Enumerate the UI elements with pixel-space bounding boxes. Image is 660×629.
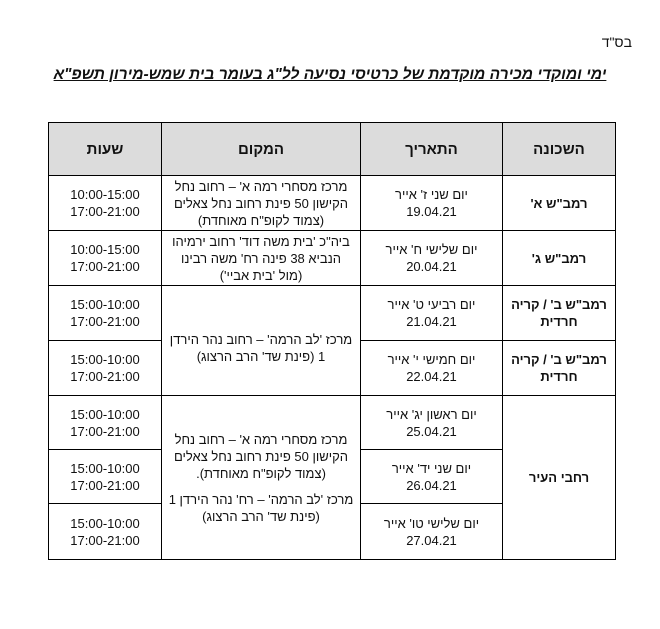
neighborhood-cell: רמב"ש ג' bbox=[503, 231, 616, 286]
date-text: 25.04.21 bbox=[406, 423, 457, 439]
location-line: הקישון 50 פינת רחוב נחל צאלים bbox=[174, 195, 348, 211]
column-header-location: המקום bbox=[162, 123, 361, 176]
date-cell bbox=[361, 450, 503, 504]
date-cell bbox=[361, 286, 503, 341]
day-text: יום שני ז' אייר bbox=[395, 187, 468, 202]
hours-text: 17:00-21:00 bbox=[70, 204, 140, 219]
location-line: הקישון 50 פינת רחוב נחל צאלים bbox=[174, 448, 348, 464]
location-cell bbox=[162, 231, 361, 286]
hours-text: 17:00-21:00 bbox=[70, 423, 140, 439]
day-text: יום חמישי י' אייר bbox=[387, 352, 476, 367]
location-line: מרכז 'לב הרמה' – רחוב נהר הירדן bbox=[169, 331, 353, 347]
location-line: (צמוד לקופ"ח מאוחדת). bbox=[196, 465, 326, 481]
location-line: הנביא 38 פינה רח' משה רבינו bbox=[180, 250, 342, 266]
hours-text: 15:00-10:00 bbox=[70, 515, 140, 531]
hours-cell bbox=[49, 504, 162, 560]
location-line: (פינת שד' הרב הרצוג) bbox=[202, 508, 320, 524]
location-cell bbox=[162, 176, 361, 231]
hours-cell bbox=[49, 176, 162, 231]
hours-cell bbox=[49, 396, 162, 450]
hours-text: 15:00-10:00 bbox=[70, 352, 140, 367]
date-text: 22.04.21 bbox=[406, 369, 457, 384]
column-header-date: התאריך bbox=[361, 123, 503, 176]
day-text: יום ראשון יג' אייר bbox=[386, 406, 477, 422]
location-line: 1 (פינת שד' הרב הרצוג) bbox=[196, 348, 326, 364]
hours-cell bbox=[49, 450, 162, 504]
hours-text: 17:00-21:00 bbox=[70, 532, 140, 548]
hours-text: 15:00-10:00 bbox=[70, 460, 140, 476]
hours-cell bbox=[49, 341, 162, 396]
hours-text: 17:00-21:00 bbox=[70, 477, 140, 493]
neighborhood-cell: רמב"ש ב' / קריה חרדית bbox=[503, 286, 616, 341]
column-header-neighborhood: השכונה bbox=[503, 123, 616, 176]
date-text: 26.04.21 bbox=[406, 477, 457, 493]
location-line: (צמוד לקופ"ח מאוחדת) bbox=[197, 212, 325, 228]
day-text: יום שלישי ח' אייר bbox=[385, 242, 478, 257]
hours-cell bbox=[49, 231, 162, 286]
date-cell bbox=[361, 176, 503, 231]
location-line: ביה"כ 'בית משה דוד' רחוב ירמיהו bbox=[172, 233, 350, 249]
neighborhood-cell: רמב"ש א' bbox=[503, 176, 616, 231]
column-header-hours: שעות bbox=[49, 123, 162, 176]
date-cell bbox=[361, 396, 503, 450]
date-text: 21.04.21 bbox=[406, 314, 457, 329]
day-text: יום שני יד' אייר bbox=[391, 460, 472, 476]
location-line: (מול 'בית אביי') bbox=[219, 267, 303, 283]
hours-text: 10:00-15:00 bbox=[70, 187, 140, 202]
bsd-header: בס"ד bbox=[601, 34, 632, 50]
hours-text: 17:00-21:00 bbox=[70, 259, 140, 274]
date-cell bbox=[361, 341, 503, 396]
hours-text: 15:00-10:00 bbox=[70, 297, 140, 312]
location-line: מרכז מסחרי רמה א' – רחוב נחל bbox=[174, 178, 348, 194]
table-header-row bbox=[49, 123, 616, 176]
date-text: 27.04.21 bbox=[406, 532, 457, 548]
day-text: יום שלישי טו' אייר bbox=[383, 515, 480, 531]
table-row bbox=[49, 286, 616, 341]
hours-cell bbox=[49, 286, 162, 341]
table-row bbox=[49, 231, 616, 286]
hours-text: 17:00-21:00 bbox=[70, 314, 140, 329]
schedule-table bbox=[48, 122, 616, 560]
location-line: מרכז מסחרי רמה א' – רחוב נחל bbox=[174, 431, 348, 447]
hours-text: 10:00-15:00 bbox=[70, 242, 140, 257]
table-row bbox=[49, 176, 616, 231]
hours-text: 15:00-10:00 bbox=[70, 406, 140, 422]
date-cell bbox=[361, 231, 503, 286]
location-cell bbox=[162, 396, 361, 560]
location-line: מרכז 'לב הרמה' – רח' נהר הירדן 1 bbox=[168, 491, 354, 507]
neighborhood-cell: רחבי העיר bbox=[503, 396, 616, 560]
day-text: יום רביעי ט' אייר bbox=[387, 297, 476, 312]
neighborhood-cell: רמב"ש ב' / קריה חרדית bbox=[503, 341, 616, 396]
location-cell bbox=[162, 286, 361, 396]
page-title: ימי ומוקדי מכירה מוקדמת של כרטיסי נסיעה לל"ג בעומר בית שמש-מירון תשפ"א bbox=[53, 66, 607, 83]
hours-text: 17:00-21:00 bbox=[70, 369, 140, 384]
date-cell bbox=[361, 504, 503, 560]
date-text: 20.04.21 bbox=[406, 259, 457, 274]
date-text: 19.04.21 bbox=[406, 204, 457, 219]
table-row bbox=[49, 396, 616, 450]
